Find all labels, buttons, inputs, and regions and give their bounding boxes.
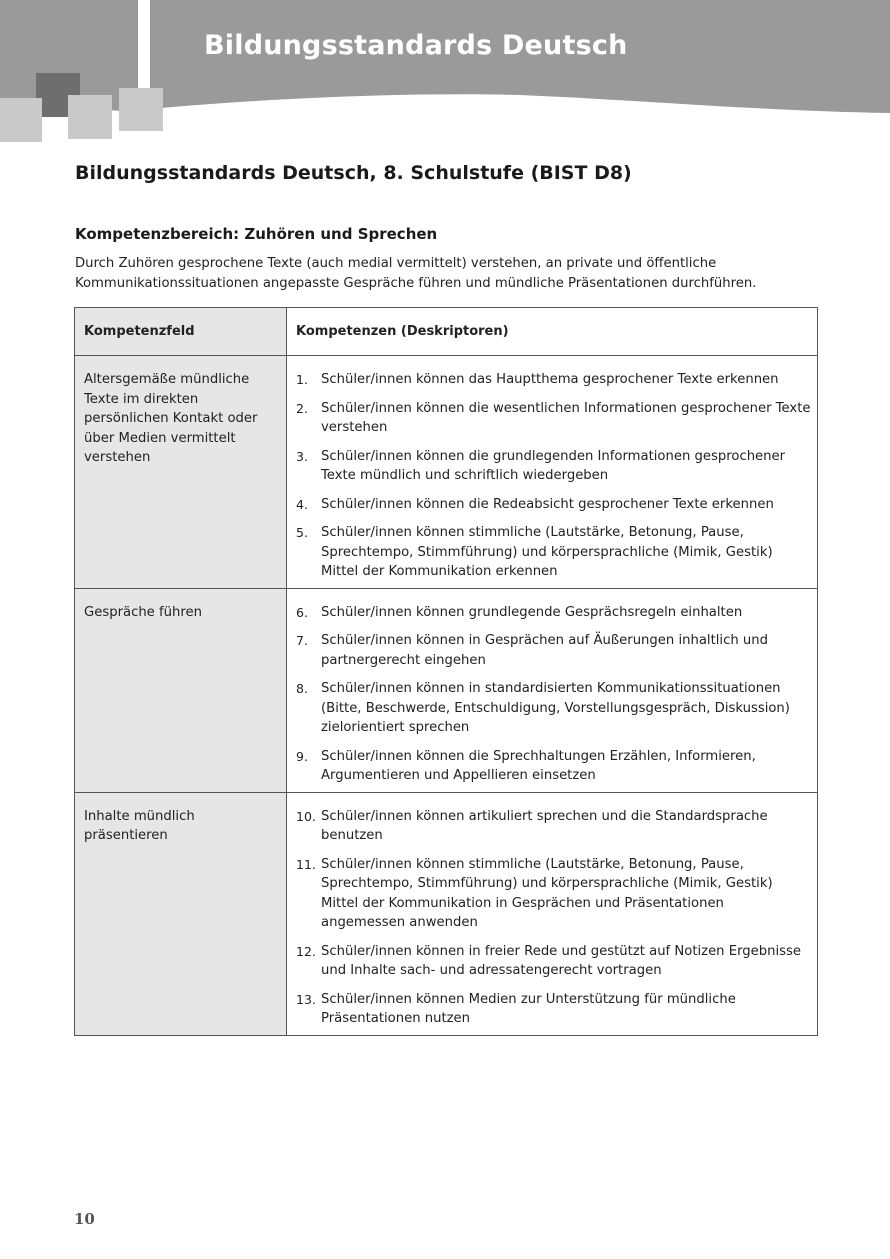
descriptor-number: 8.	[296, 681, 308, 696]
header-band	[0, 0, 890, 145]
table-row	[75, 588, 818, 792]
descriptor-number: 5.	[296, 525, 308, 540]
descriptor-list	[296, 370, 811, 582]
section-intro: Durch Zuhören gesprochene Texte (auch medial vermittelt) verstehen, an private und öffentliche Kommunikationssituationen angepasste Gespräche führen und mündliche Präsentationen durchführen.	[75, 256, 757, 291]
descriptor-item	[296, 447, 811, 486]
competence-table	[74, 307, 818, 1036]
competence-field-cell: Inhalte mündlich präsentieren	[75, 792, 287, 1035]
descriptor-text: Schüler/innen können die Sprechhaltungen Erzählen, Informieren, Argumentieren und Appellieren einsetzen	[321, 748, 756, 783]
descriptor-number: 4.	[296, 496, 308, 512]
header-square-light-3	[119, 88, 163, 131]
descriptor-cell	[287, 588, 818, 792]
descriptor-text: Schüler/innen können die Redeabsicht gesprochener Texte erkennen	[321, 496, 774, 512]
header-decoration	[0, 0, 890, 145]
descriptor-item	[296, 399, 811, 438]
table-row	[75, 792, 818, 1035]
descriptor-number: 12.	[296, 943, 316, 959]
descriptor-text: Schüler/innen können grundlegende Gesprächsregeln einhalten	[321, 604, 743, 620]
descriptor-number: 13.	[296, 991, 316, 1007]
descriptor-item	[296, 807, 811, 846]
competence-field-cell: Altersgemäße mündliche Texte im direkten persönlichen Kontakt oder über Medien vermittelt verstehen	[75, 356, 287, 589]
header-square-light-2	[68, 95, 112, 139]
descriptor-text: Schüler/innen können artikuliert sprechen und die Standardsprache benutzen	[321, 808, 768, 843]
descriptor-item	[296, 495, 811, 515]
section-title: Kompetenzbereich: Zuhören und Sprechen	[75, 225, 438, 243]
descriptor-text: Schüler/innen können die wesentlichen Informationen gesprochener Texte verstehen	[321, 400, 811, 435]
descriptor-item	[296, 679, 811, 738]
descriptor-item	[296, 990, 811, 1029]
descriptor-text: Schüler/innen können stimmliche (Lautstärke, Betonung, Pause, Sprechtempo, Stimmführung) und körpersprachliche (Mimik, Gestik) Mittel der Kommunikation in Gesprächen und Präsentationen angemessen anwenden	[321, 856, 773, 930]
table-header-row	[75, 308, 818, 356]
descriptor-text: Schüler/innen können stimmliche (Lautstärke, Betonung, Pause, Sprechtempo, Stimmführung) und körpersprachliche (Mimik, Gestik) Mittel der Kommunikation erkennen	[321, 525, 773, 579]
competence-field-cell: Gespräche führen	[75, 588, 287, 792]
document-title: Bildungsstandards Deutsch, 8. Schulstufe (BIST D8)	[75, 162, 632, 184]
descriptor-number: 6.	[296, 604, 308, 620]
descriptor-item	[296, 523, 811, 582]
descriptor-list	[296, 807, 811, 1029]
descriptor-text: Schüler/innen können das Hauptthema gesprochener Texte erkennen	[321, 372, 779, 387]
column-header-kompetenzfeld: Kompetenzfeld	[75, 308, 287, 356]
descriptor-item	[296, 370, 811, 390]
header-title: Bildungsstandards Deutsch	[204, 30, 628, 61]
descriptor-number: 2.	[296, 400, 308, 416]
table-row	[75, 356, 818, 589]
descriptor-text: Schüler/innen können in freier Rede und gestützt auf Notizen Ergebnisse und Inhalte sach- und adressatengerecht vortragen	[321, 943, 801, 978]
descriptor-text: Schüler/innen können in standardisierten Kommunikationssituationen (Bitte, Beschwerde, Entschuldigung, Vorstellungsgespräch, Diskussion) zielorientiert sprechen	[321, 681, 790, 735]
descriptor-number: 1.	[296, 372, 308, 387]
descriptor-text: Schüler/innen können Medien zur Unterstützung für mündliche Präsentationen nutzen	[321, 991, 736, 1026]
descriptor-cell	[287, 792, 818, 1035]
descriptor-number: 11.	[296, 856, 316, 872]
descriptor-item	[296, 631, 811, 670]
descriptor-text: Schüler/innen können die grundlegenden Informationen gesprochener Texte mündlich und schriftlich wiedergeben	[321, 448, 786, 483]
descriptor-item	[296, 747, 811, 786]
descriptor-item	[296, 855, 811, 933]
descriptor-number: 7.	[296, 633, 308, 648]
descriptor-item	[296, 942, 811, 981]
descriptor-item	[296, 603, 811, 623]
descriptor-list	[296, 603, 811, 786]
descriptor-number: 10.	[296, 808, 316, 824]
descriptor-text: Schüler/innen können in Gesprächen auf Äußerungen inhaltlich und partnergerecht eingehen	[321, 633, 768, 668]
descriptor-cell	[287, 356, 818, 589]
descriptor-number: 9.	[296, 748, 308, 764]
page-number: 10	[74, 1210, 95, 1228]
header-square-light-1	[0, 98, 42, 142]
descriptor-number: 3.	[296, 448, 308, 464]
column-header-kompetenzen: Kompetenzen (Deskriptoren)	[287, 308, 818, 356]
